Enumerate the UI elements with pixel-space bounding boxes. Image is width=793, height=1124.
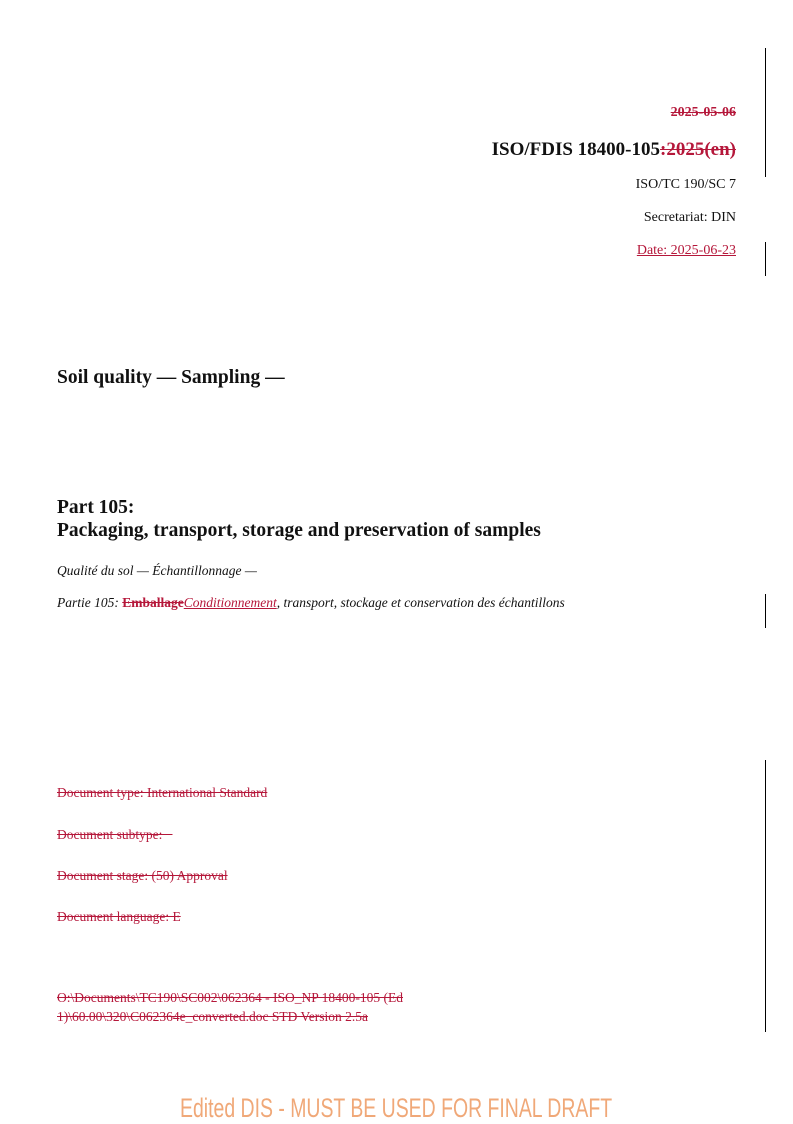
- file-path-line1: O:\Documents\TC190\SC002\062364 - ISO_NP 18400-105 (Ed: [57, 990, 403, 1005]
- new-date: Date: 2025-06-23: [636, 243, 736, 258]
- french-part-prefix: Partie 105:: [57, 595, 123, 610]
- french-deleted: Emballage: [122, 595, 184, 610]
- document-subtype: Document subtype:: [57, 827, 173, 842]
- document-language: Document language: E: [57, 909, 181, 924]
- old-date: 2025-05-06: [670, 105, 736, 120]
- document-type: Document type: International Standard: [57, 785, 268, 800]
- document-reference: [492, 139, 736, 161]
- document-stage: Document stage: (50) Approval: [57, 868, 228, 883]
- change-bar: [765, 594, 766, 628]
- change-bar: [765, 48, 766, 177]
- main-title: Soil quality — Sampling —: [57, 367, 285, 388]
- reference-number: ISO/FDIS 18400-105: [491, 139, 661, 160]
- change-bar: [765, 760, 766, 1032]
- file-path-line2: 1)\60.00\320\C062364e_converted.doc STD Version 2.5a: [57, 1009, 368, 1024]
- french-part-title: [57, 595, 565, 611]
- committee: ISO/TC 190/SC 7: [635, 177, 736, 192]
- watermark: Edited DIS - MUST BE USED FOR FINAL DRAFT: [180, 1093, 613, 1123]
- part-title: Packaging, transport, storage and preservation of samples: [57, 520, 541, 541]
- french-title: Qualité du sol — Échantillonnage —: [57, 563, 257, 578]
- reference-deleted: :2025(en): [660, 139, 736, 160]
- french-inserted: Conditionnement: [183, 595, 277, 610]
- change-bar: [765, 242, 766, 276]
- secretariat: Secretariat: DIN: [643, 210, 736, 225]
- part-number: Part 105:: [57, 497, 135, 518]
- french-rest: , transport, stockage et conservation des échantillons: [276, 595, 565, 610]
